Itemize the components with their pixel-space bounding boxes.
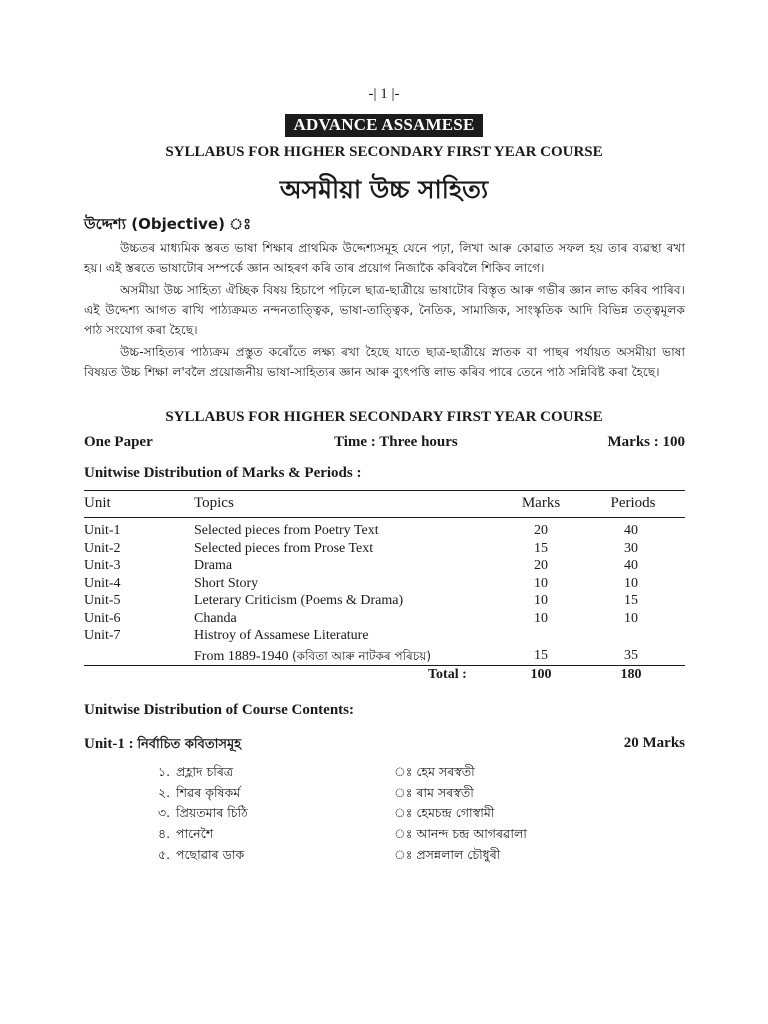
poem-title: শিৱৰ কৃষিকৰ্ম: [176, 784, 241, 800]
cell-unit: Unit-1: [84, 523, 121, 538]
cell-marks: 10: [534, 610, 548, 626]
table-row: [84, 611, 685, 629]
header-unit: Unit: [84, 495, 111, 511]
cell-marks: 20: [534, 558, 548, 573]
header-marks: Marks: [521, 495, 561, 511]
cell-marks: 20: [534, 523, 548, 538]
cell-topic: Selected pieces from Prose Text: [194, 540, 374, 556]
paper-time: Time : Three hours: [334, 434, 458, 450]
table-row: [84, 541, 685, 559]
poem-author: ঃ হেম সৰস্বতী: [394, 764, 475, 779]
poem-title: পানেশৈ: [176, 826, 214, 842]
table-row: [84, 576, 685, 594]
poem-title: প্ৰহ্লাদ চৰিত্ৰ: [176, 764, 234, 779]
cell-topic-bn: (কবিতা আৰু নাটকৰ পৰিচয়): [292, 648, 432, 663]
objective-paragraph-2: অসমীয়া উচ্চ সাহিত্য ঐচ্ছিক বিষয় হিচাপে পঢ়িলে ছাত্ৰ-ছাত্ৰীয়ে ভাষাটোৰ বিস্তৃত আৰু গভীৰ জ্ঞান লাভ কৰিব পাৰিব। এই উদ্দেশ্য আগত ৰাখি পাঠ্যক্ৰমত নন্দনতাত্ত্বিক, ভাষা-তাত্ত্বিক, নৈতিক, সামাজিক, সাংস্কৃতিক আদি বিভিন্ন তত্ত্বমূলক পাঠ সংযোগ কৰা হৈছে।: [84, 283, 685, 337]
poem-author: ঃ হেমচন্দ্ৰ গোস্বামী: [394, 805, 495, 821]
total-periods: 180: [620, 667, 642, 682]
banner-container: [0, 114, 768, 137]
cell-unit: Unit-5: [84, 593, 121, 608]
poem-title: প্ৰিয়তমাৰ চিঠি: [176, 805, 248, 821]
table-top-rule: [84, 490, 685, 491]
unit1-label-group: [84, 735, 241, 756]
cell-topic: Drama: [194, 558, 233, 573]
paper-info: [84, 434, 685, 454]
unit1-marks: 20 Marks: [623, 735, 685, 751]
marks-table-body: [84, 523, 685, 665]
table-row: [84, 593, 685, 611]
total-marks: 100: [530, 667, 552, 682]
cell-periods: 30: [624, 540, 638, 556]
poem-title: পছোৱাৰ ডাক: [176, 846, 245, 862]
cell-topic: Leterary Criticism (Poems & Drama): [194, 593, 404, 608]
cell-periods: 10: [624, 610, 638, 626]
cell-topic: Selected pieces from Poetry Text: [194, 523, 379, 538]
cell-unit: Unit-2: [84, 540, 121, 556]
cell-topic-en: From 1889-1940: [194, 648, 289, 664]
section-heading: SYLLABUS FOR HIGHER SECONDARY FIRST YEAR COURSE: [165, 409, 603, 425]
cell-marks: 15: [534, 540, 548, 556]
table-row: [84, 558, 685, 576]
cell-unit: Unit-3: [84, 558, 121, 573]
objective-label: উদ্দেশ্য (Objective) ঃ: [84, 215, 252, 233]
page-number: -| 1 |-: [368, 86, 400, 102]
poem-number: ২.: [158, 784, 171, 800]
objective-paragraph-1: উচ্চতৰ মাধ্যমিক স্তৰত ভাষা শিক্ষাৰ প্ৰাথমিক উদ্দেশ্যসমূহ যেনে পঢ়া, লিখা আৰু কোৱাত সফল হয় তাৰ ব্যৱস্থা ৰখা হয়। এই স্তৰতে ভাষাটোৰ সম্পৰ্কে জ্ঞান আহৰণ কৰি তাৰ প্ৰয়োগ নিজাকৈ কৰিবলৈ শিকিব লাগে।: [84, 241, 685, 275]
cell-periods: 40: [624, 558, 638, 573]
subject-banner: ADVANCE ASSAMESE: [285, 114, 484, 137]
marks-table-title: Unitwise Distribution of Marks & Periods :: [84, 465, 362, 481]
list-item: [158, 764, 558, 785]
cell-unit: Unit-7: [84, 628, 121, 643]
cell-periods: 15: [624, 593, 638, 608]
unit1-heading: [84, 735, 685, 755]
table-row: [84, 523, 685, 541]
table-total-row: [84, 667, 685, 685]
poem-author: ঃ আনন্দ চন্দ্ৰ আগৰৱালা: [394, 826, 527, 842]
paper-marks: Marks : 100: [607, 434, 685, 450]
poem-author: ঃ ৰাম সৰস্বতী: [394, 784, 474, 800]
paper-count: One Paper: [84, 434, 153, 450]
page-title: অসমীয়া উচ্চ সাহিত্য: [279, 175, 489, 204]
poem-number: ৫.: [158, 846, 171, 862]
table-header-rule: [84, 517, 685, 518]
list-item: [158, 826, 558, 847]
table-row: [84, 648, 685, 666]
contents-title: Unitwise Distribution of Course Contents:: [84, 702, 354, 718]
poem-number: ১.: [158, 764, 171, 779]
cell-unit: Unit-4: [84, 575, 121, 591]
header-periods: Periods: [610, 495, 656, 511]
cell-marks: 15: [534, 647, 548, 663]
unit1-title: নিৰ্বাচিত কবিতাসমূহ: [137, 737, 242, 752]
poem-list: [158, 764, 558, 867]
table-total-rule: [84, 665, 685, 666]
cell-periods: 35: [624, 647, 638, 663]
list-item: [158, 805, 558, 826]
cell-marks: 10: [534, 593, 548, 608]
header-topics: Topics: [194, 495, 234, 511]
poem-number: ৩.: [158, 805, 171, 821]
cell-unit: Unit-6: [84, 610, 121, 626]
cell-topic: Short Story: [194, 575, 259, 591]
syllabus-subheading: SYLLABUS FOR HIGHER SECONDARY FIRST YEAR COURSE: [165, 144, 603, 160]
unit1-label: Unit-1 :: [84, 736, 134, 752]
poem-number: ৪.: [158, 826, 171, 842]
total-label: Total :: [428, 667, 467, 682]
list-item: [158, 785, 558, 806]
cell-periods: 40: [624, 523, 638, 538]
objective-paragraph-3: উচ্চ-সাহিত্যৰ পাঠ্যক্ৰম প্ৰস্তুত কৰোঁতে লক্ষ্য ৰখা হৈছে যাতে ছাত্ৰ-ছাত্ৰীয়ে স্নাতক বা পাছৰ পৰ্যায়ত অসমীয়া ভাষা বিষয়ত উচ্চ শিক্ষা ল'বলৈ প্ৰয়োজনীয় ভাষা-সাহিত্যৰ জ্ঞান আৰু ব্যুৎপত্তি লাভ কৰিব পাৰে তেনে পাঠ সন্নিবিষ্ট কৰা হৈছে।: [84, 345, 685, 379]
list-item: [158, 847, 558, 868]
table-row: [84, 628, 685, 646]
cell-periods: 10: [624, 575, 638, 591]
cell-topic: Chanda: [194, 610, 237, 626]
cell-marks: 10: [534, 575, 548, 591]
poem-author: ঃ প্ৰসন্নলাল চৌধুৰী: [394, 846, 501, 862]
cell-topic: Histroy of Assamese Literature: [194, 628, 369, 643]
